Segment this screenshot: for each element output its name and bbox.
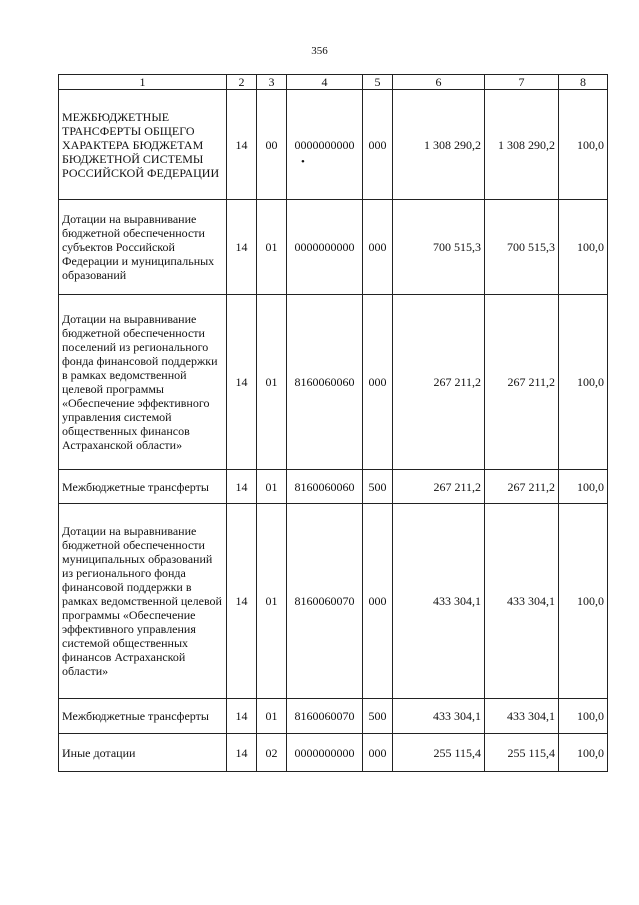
expense-type-code: 000	[363, 200, 393, 295]
subsection-code: 01	[257, 504, 287, 699]
table-row	[59, 90, 608, 200]
subsection-code: 01	[257, 470, 287, 504]
approved-amount: 267 211,2	[393, 295, 485, 470]
section-code: 14	[227, 470, 257, 504]
section-code: 14	[227, 200, 257, 295]
subsection-code: 01	[257, 295, 287, 470]
table-row	[59, 200, 608, 295]
execution-percent: 100,0	[559, 470, 608, 504]
execution-percent: 100,0	[559, 504, 608, 699]
target-article-cell	[287, 90, 363, 200]
executed-amount: 433 304,1	[485, 699, 559, 734]
section-code: 14	[227, 504, 257, 699]
subsection-code: 02	[257, 734, 287, 772]
table-row	[59, 734, 608, 772]
row-name: Иные дотации	[59, 734, 227, 772]
execution-percent: 100,0	[559, 200, 608, 295]
column-header-4: 4	[287, 75, 363, 90]
executed-amount: 255 115,4	[485, 734, 559, 772]
execution-percent: 100,0	[559, 295, 608, 470]
row-name: Дотации на выравнивание бюджетной обеспеченности муниципальных образований из регионального фонда финансовой поддержки в рамках ведомственной целевой программы «Обеспечение эффективного управления системой общественных финансов Астраханской области»	[59, 504, 227, 699]
header-row	[59, 75, 608, 90]
expense-type-code: 500	[363, 699, 393, 734]
target-article-code: 8160060070	[287, 699, 363, 734]
expense-type-code: 000	[363, 90, 393, 200]
expense-type-code: 000	[363, 295, 393, 470]
column-header-6: 6	[393, 75, 485, 90]
table-row	[59, 699, 608, 734]
approved-amount: 267 211,2	[393, 470, 485, 504]
subsection-code: 01	[257, 200, 287, 295]
row-name: МЕЖБЮДЖЕТНЫЕ ТРАНСФЕРТЫ ОБЩЕГО ХАРАКТЕРА БЮДЖЕТАМ БЮДЖЕТНОЙ СИСТЕМЫ РОССИЙСКОЙ ФЕДЕРАЦИИ	[59, 90, 227, 200]
approved-amount: 700 515,3	[393, 200, 485, 295]
section-code: 14	[227, 90, 257, 200]
executed-amount: 267 211,2	[485, 470, 559, 504]
scan-dot: •	[301, 156, 305, 168]
page-number: 356	[311, 45, 328, 57]
approved-amount: 1 308 290,2	[393, 90, 485, 200]
column-header-2: 2	[227, 75, 257, 90]
execution-percent: 100,0	[559, 90, 608, 200]
row-name: Межбюджетные трансферты	[59, 699, 227, 734]
expense-type-code: 500	[363, 470, 393, 504]
subsection-code: 01	[257, 699, 287, 734]
column-header-5: 5	[363, 75, 393, 90]
column-header-3: 3	[257, 75, 287, 90]
section-code: 14	[227, 734, 257, 772]
row-name: Межбюджетные трансферты	[59, 470, 227, 504]
column-header-1: 1	[59, 75, 227, 90]
approved-amount: 433 304,1	[393, 699, 485, 734]
executed-amount: 1 308 290,2	[485, 90, 559, 200]
row-name: Дотации на выравнивание бюджетной обеспеченности поселений из регионального фонда финансовой поддержки в рамках ведомственной целевой программы «Обеспечение эффективного управления системой общественных финансов Астраханской области»	[59, 295, 227, 470]
target-article-code: 8160060070	[287, 504, 363, 699]
target-article-code: 0000000000	[287, 734, 363, 772]
table-row	[59, 470, 608, 504]
executed-amount: 700 515,3	[485, 200, 559, 295]
row-name: Дотации на выравнивание бюджетной обеспеченности субъектов Российской Федерации и муниципальных образований	[59, 200, 227, 295]
target-article-code: 0000000000	[294, 137, 355, 152]
target-article-code: 0000000000	[287, 200, 363, 295]
expense-type-code: 000	[363, 734, 393, 772]
subsection-code: 00	[257, 90, 287, 200]
table-row	[59, 504, 608, 699]
column-header-7: 7	[485, 75, 559, 90]
executed-amount: 267 211,2	[485, 295, 559, 470]
execution-percent: 100,0	[559, 734, 608, 772]
table-row	[59, 295, 608, 470]
expense-type-code: 000	[363, 504, 393, 699]
executed-amount: 433 304,1	[485, 504, 559, 699]
target-article-code: 8160060060	[287, 295, 363, 470]
target-article-code: 8160060060	[287, 470, 363, 504]
execution-percent: 100,0	[559, 699, 608, 734]
approved-amount: 433 304,1	[393, 504, 485, 699]
budget-table	[58, 74, 608, 772]
section-code: 14	[227, 699, 257, 734]
approved-amount: 255 115,4	[393, 734, 485, 772]
column-header-8: 8	[559, 75, 608, 90]
section-code: 14	[227, 295, 257, 470]
